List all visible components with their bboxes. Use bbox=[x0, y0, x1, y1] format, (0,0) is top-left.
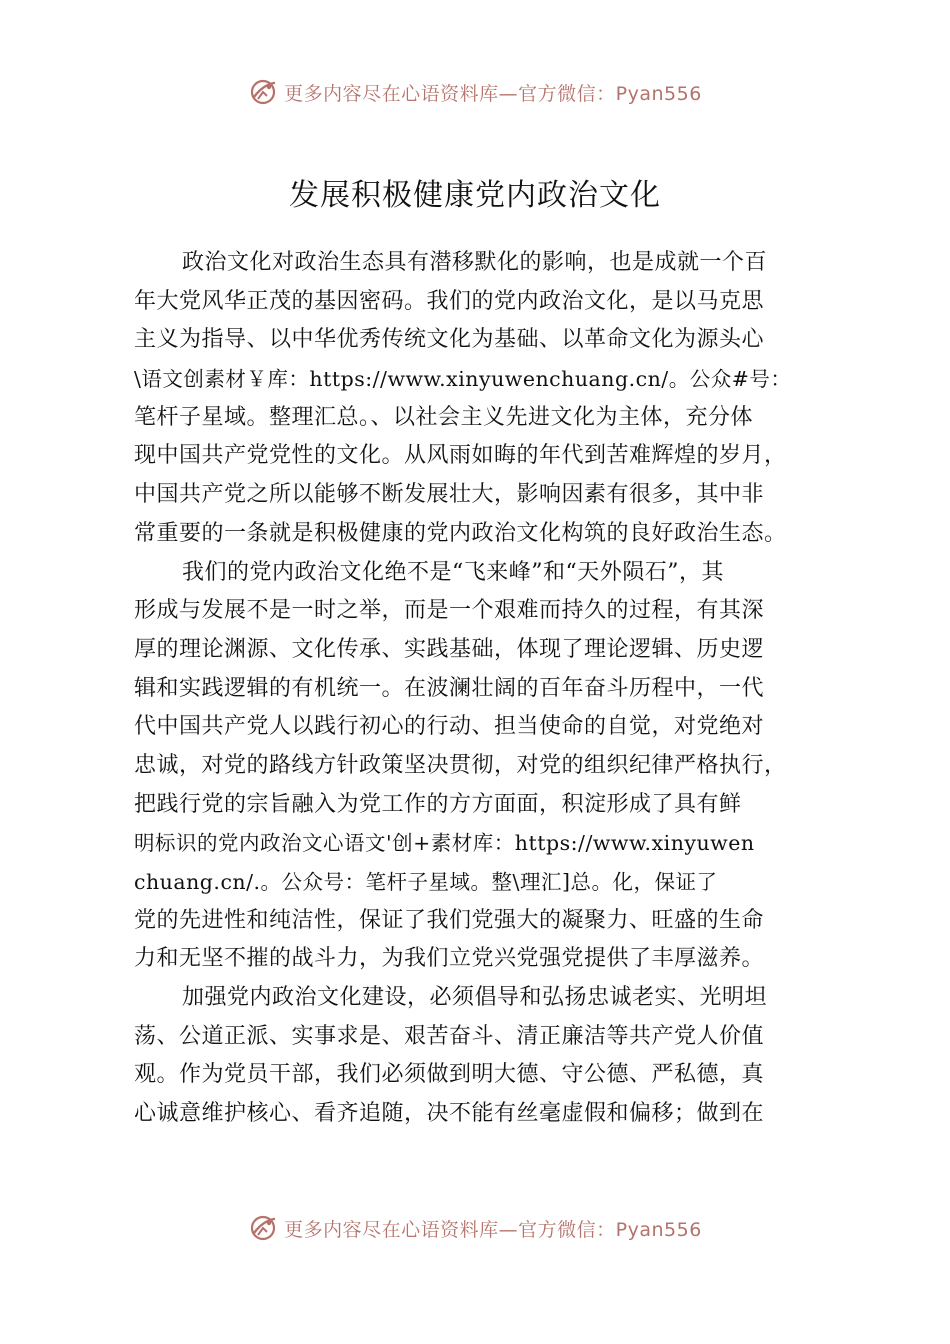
text-line: \语文创素材￥库：https://www.xinyuwenchuang.cn/。公众#号： bbox=[134, 367, 792, 392]
text-line: 主义为指导、以中华优秀传统文化为基础、以革命文化为源头心 bbox=[134, 327, 765, 353]
banner-title: 更多内容尽在心语资料库 bbox=[284, 82, 499, 105]
text-line: 观。作为党员干部，我们必须做到明大德、守公德、严私德，真 bbox=[134, 1062, 765, 1088]
document-body bbox=[134, 244, 864, 1134]
text-line: 现中国共产党党性的文化。从风雨如晦的年代到苦难辉煌的岁月， bbox=[134, 443, 787, 469]
banner-text bbox=[284, 79, 702, 106]
text-line: 我们的党内政治文化绝不是“飞来峰”和“天外陨石”，其 bbox=[182, 559, 724, 585]
text-line: 常重要的一条就是积极健康的党内政治文化构筑的良好政治生态。 bbox=[134, 520, 787, 546]
text-line: 笔杆子星域。整理汇总。、以社会主义先进文化为主体，充分体 bbox=[134, 404, 754, 430]
text-line: 中国共产党之所以能够不断发展壮大，影响因素有很多，其中非 bbox=[134, 482, 765, 508]
text-line: 明标识的党内政治文心语文'创+素材库：https://www.xinyuwen bbox=[134, 831, 755, 856]
footer-banner bbox=[0, 1208, 950, 1248]
text-line: 年大党风华正茂的基因密码。我们的党内政治文化，是以马克思 bbox=[134, 288, 765, 314]
text-line: 荡、公道正派、实事求是、艰苦奋斗、清正廉洁等共产党人价值 bbox=[134, 1023, 765, 1049]
text-line: 代中国共产党人以践行初心的行动、担当使命的自觉，对党绝对 bbox=[134, 714, 765, 740]
text-line: 厚的理论渊源、文化传承、实践基础，体现了理论逻辑、历史逻 bbox=[134, 636, 765, 662]
text-line: 心诚意维护核心、看齐追随，决不能有丝毫虚假和偏移；做到在 bbox=[134, 1101, 765, 1127]
document-title: 发展积极健康党内政治文化 bbox=[289, 178, 661, 213]
banner-dash: — bbox=[498, 1218, 519, 1241]
banner-text bbox=[284, 1215, 702, 1242]
text-line: chuang.cn/.。公众号：笔杆子星域。整\理汇]总。化，保证了 bbox=[134, 870, 718, 894]
banner-wechat: 官方微信：Pyan556 bbox=[518, 1218, 702, 1241]
text-line: 加强党内政治文化建设，必须倡导和弘扬忠诚老实、光明坦 bbox=[182, 985, 768, 1011]
banner-dash: — bbox=[498, 82, 519, 105]
text-line: 形成与发展不是一时之举，而是一个艰难而持久的过程，有其深 bbox=[134, 598, 765, 624]
header-banner bbox=[0, 72, 950, 112]
banner-wechat: 官方微信：Pyan556 bbox=[518, 82, 702, 105]
text-line: 把践行党的宗旨融入为党工作的方方面面，积淀形成了具有鲜 bbox=[134, 791, 742, 817]
brand-logo-icon bbox=[248, 77, 278, 107]
text-line: 忠诚，对党的路线方针政策坚决贯彻，对党的组织纪律严格执行， bbox=[134, 752, 787, 778]
text-line: 辑和实践逻辑的有机统一。在波澜壮阔的百年奋斗历程中，一代 bbox=[134, 675, 765, 701]
text-line: 党的先进性和纯洁性，保证了我们党强大的凝聚力、旺盛的生命 bbox=[134, 907, 765, 933]
banner-title: 更多内容尽在心语资料库 bbox=[284, 1218, 499, 1241]
brand-logo-icon bbox=[248, 1213, 278, 1243]
text-line: 政治文化对政治生态具有潜移默化的影响，也是成就一个百 bbox=[182, 250, 768, 275]
text-line: 力和无坚不摧的战斗力，为我们立党兴党强党提供了丰厚滋养。 bbox=[134, 946, 765, 972]
